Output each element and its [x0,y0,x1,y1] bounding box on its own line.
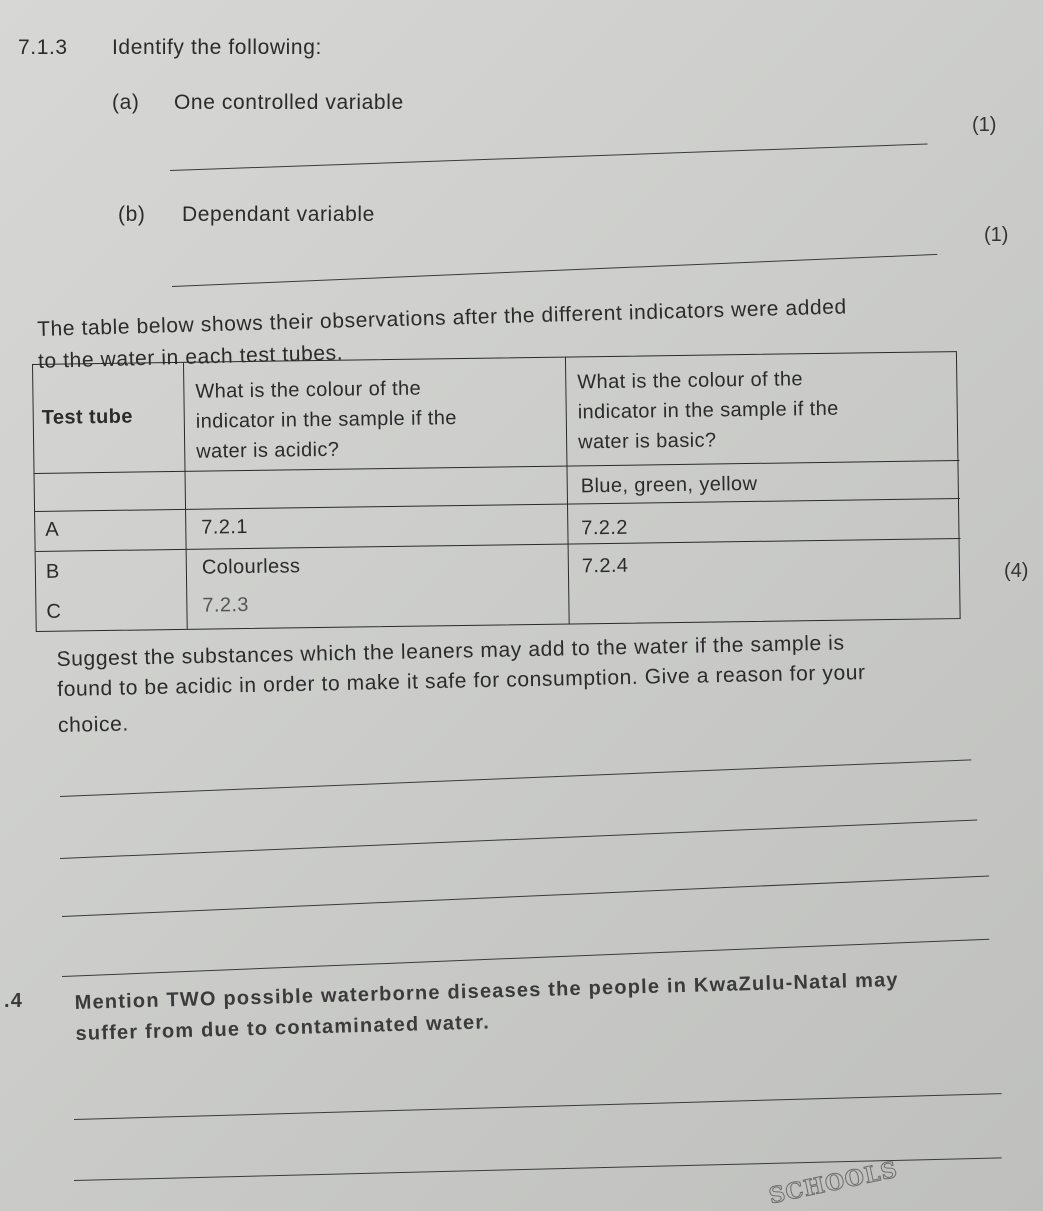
question-title: Identify the following: [112,36,322,59]
cell-acidic-b: Colourless [201,555,301,579]
header-basic-line-2: indicator in the sample if the [577,397,839,424]
cell-tube-a: A [45,518,60,541]
answer-line-suggest-1[interactable] [60,759,971,797]
answer-line-a[interactable] [170,144,928,171]
question-number: 7.1.3 [18,36,68,59]
header-acidic-line-2: indicator in the sample if the [195,407,457,433]
cell-tube-c: C [46,600,62,623]
part-a-label: (a) [112,91,140,114]
answer-line-suggest-3[interactable] [62,876,989,917]
cell-tube-b: B [45,560,60,583]
row-divider-b [36,538,961,552]
school-stamp: SCHOOLS [766,1156,901,1210]
suggest-line-1: Suggest the substances which the leaners may add to the water if the sample is [56,631,845,671]
col-divider-2 [565,358,570,624]
header-test-tube: Test tube [41,405,133,429]
col-divider-1 [183,363,188,629]
q4-line-2: suffer from due to contaminated water. [75,1011,491,1045]
header-acidic [195,373,457,467]
cell-acidic-c[interactable]: 7.2.3 [202,593,250,617]
cell-acidic-a[interactable]: 7.2.1 [201,516,248,539]
header-basic-line-1: What is the colour of the [577,368,804,394]
q4-line-1: Mention TWO possible waterborne diseases the people in KwaZulu-Natal may [74,968,899,1014]
row-divider-a [35,498,960,512]
part-b-label: (b) [118,203,146,226]
intro-line-1: The table below shows their observations after the different indicators were added [36,295,848,341]
cell-basic-c[interactable]: 7.2.4 [581,554,629,578]
q4-number: .4 [4,990,24,1012]
row-divider-header [35,460,960,474]
header-acidic-line-3: water is acidic? [196,438,340,463]
intro-paragraph [36,265,848,373]
header-acidic-line-1: What is the colour of the [195,377,422,403]
marks-b: (1) [984,224,1009,246]
answer-line-q4-1[interactable] [74,1093,1002,1120]
suggest-line-3: choice. [57,712,130,737]
part-b-text: Dependant variable [182,203,375,226]
part-a-text: One controlled variable [174,91,404,114]
marks-table: (4) [1004,560,1029,582]
cell-basic-a: Blue, green, yellow [580,472,758,498]
cell-basic-b[interactable]: 7.2.2 [581,516,628,540]
answer-line-suggest-2[interactable] [60,820,977,859]
header-basic [577,364,839,458]
suggest-line-2: found to be acidic in order to make it safe for consumption. Give a reason for your [57,661,866,701]
observation-table [32,351,961,632]
intro-line-2: to the water in each test tubes. [37,341,344,373]
q4-question [74,955,899,1045]
marks-a: (1) [972,114,997,136]
header-basic-line-3: water is basic? [577,429,717,454]
